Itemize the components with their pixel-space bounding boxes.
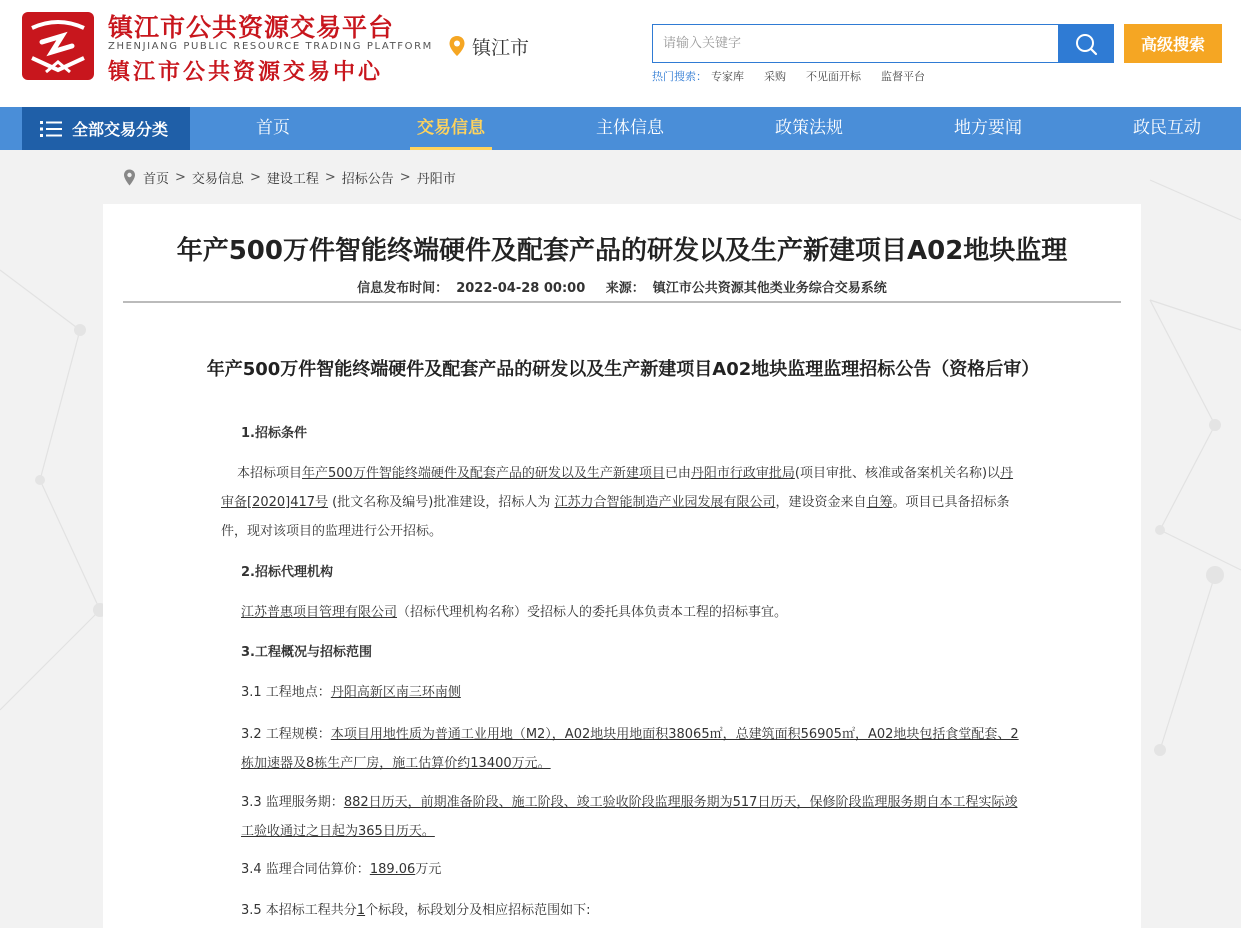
- site-subtitle: 镇江市公共资源交易中心: [108, 60, 384, 85]
- all-categories-button[interactable]: [22, 107, 190, 150]
- site-title: 镇江市公共资源交易平台: [108, 13, 395, 42]
- advanced-search-button[interactable]: 高级搜索: [1124, 24, 1222, 63]
- menu-list-icon: [40, 120, 62, 138]
- search-icon: [1074, 32, 1098, 56]
- nav-item-home[interactable]: 首页: [256, 118, 290, 138]
- publish-time-label: 信息发布时间：: [357, 281, 449, 296]
- source-label: 来源：: [605, 281, 645, 296]
- nav-item-trading-info[interactable]: 交易信息: [417, 107, 485, 150]
- article-meta: [103, 277, 1141, 296]
- breadcrumb-item[interactable]: 招标公告: [341, 171, 394, 187]
- publish-time: 2022-04-28 00:00: [456, 281, 586, 296]
- breadcrumb-item[interactable]: 交易信息: [191, 171, 244, 187]
- main-nav: [0, 107, 1241, 150]
- all-categories-label: 全部交易分类: [72, 120, 169, 139]
- hot-search-item[interactable]: 监督平台: [881, 70, 925, 83]
- hot-search-item[interactable]: 采购: [764, 70, 786, 83]
- section-heading-1: 1.招标条件: [241, 426, 307, 441]
- breadcrumb-item-current[interactable]: 丹阳市: [416, 171, 456, 187]
- breadcrumb-item[interactable]: 建设工程: [266, 171, 319, 187]
- breadcrumb-separator: >: [249, 169, 261, 185]
- site-header: [0, 0, 1241, 107]
- nav-item-interaction[interactable]: 政民互动: [1133, 118, 1201, 138]
- search-button[interactable]: [1058, 24, 1114, 63]
- site-title-english: ZHENJIANG PUBLIC RESOURCE TRADING PLATFORM: [108, 41, 433, 52]
- location-pin-icon: [448, 35, 466, 57]
- breadcrumb: [123, 166, 456, 188]
- item-3-2: 3.2 工程规模：本项目用地性质为普通工业用地（M2），A02地块用地面积38065㎡，总建筑面积56905㎡，A02地块包括食堂配套、2栋加速器及8栋生产厂房，施工估算价约13400万元。: [241, 727, 1019, 771]
- breadcrumb-item-home[interactable]: 首页: [143, 171, 170, 187]
- city-selector[interactable]: [448, 34, 529, 58]
- item-3-4: 3.4 监理合同估算价：189.06万元: [241, 862, 442, 877]
- item-3-1: 3.1 工程地点：丹阳高新区南三环南侧: [241, 685, 461, 700]
- hot-search-list: [652, 68, 925, 84]
- hot-search-item[interactable]: 不见面开标: [806, 70, 861, 83]
- search-input[interactable]: [652, 24, 1059, 63]
- notice-title: 年产500万件智能终端硬件及配套产品的研发以及生产新建项目A02地块监理监理招标公告（资格后审）: [206, 359, 1040, 380]
- nav-item-local-news[interactable]: 地方要闻: [954, 118, 1022, 138]
- source-value: 镇江市公共资源其他类业务综合交易系统: [652, 281, 887, 296]
- hot-search-label: 热门搜索：: [652, 70, 707, 83]
- breadcrumb-separator: >: [175, 169, 186, 185]
- logo-emblem-icon[interactable]: [22, 12, 94, 80]
- article-card: [103, 204, 1141, 928]
- city-name: 镇江市: [472, 36, 530, 59]
- title-divider: [123, 301, 1121, 303]
- page-title: 年产500万件智能终端硬件及配套产品的研发以及生产新建项目A02地块监理: [176, 236, 1068, 266]
- section-heading-2: 2.招标代理机构: [241, 565, 333, 580]
- nav-item-entity-info[interactable]: 主体信息: [596, 118, 664, 138]
- item-3-5: 3.5 本招标工程共分1个标段，标段划分及相应招标范围如下:: [241, 903, 591, 918]
- section-2-paragraph: 江苏普惠项目管理有限公司（招标代理机构名称）受招标人的委托具体负责本工程的招标事宜。: [241, 605, 788, 620]
- section-heading-3: 3.工程概况与招标范围: [241, 645, 372, 660]
- nav-item-policies[interactable]: 政策法规: [775, 118, 843, 138]
- breadcrumb-separator: >: [399, 169, 411, 185]
- breadcrumb-separator: >: [324, 169, 336, 185]
- hot-search-item[interactable]: 专家库: [711, 70, 744, 83]
- location-pin-icon: [123, 169, 136, 186]
- item-3-3: 3.3 监理服务期：882日历天，前期准备阶段、施工阶段、竣工验收阶段监理服务期为517日历天，保修阶段监理服务期自本工程实际竣工验收通过之日起为365日历天。: [241, 795, 1018, 839]
- section-1-paragraph: 本招标项目年产500万件智能终端硬件及配套产品的研发以及生产新建项目已由丹阳市行政审批局(项目审批、核准或备案机关名称)以丹审备[2020]417号 (批文名称及编号)批准建设，招标人为 江苏力合智能制造产业园发展有限公司，建设资金来自自筹。项目已具备招标条件，现对该项目的监理进行公开招标。: [221, 466, 1014, 539]
